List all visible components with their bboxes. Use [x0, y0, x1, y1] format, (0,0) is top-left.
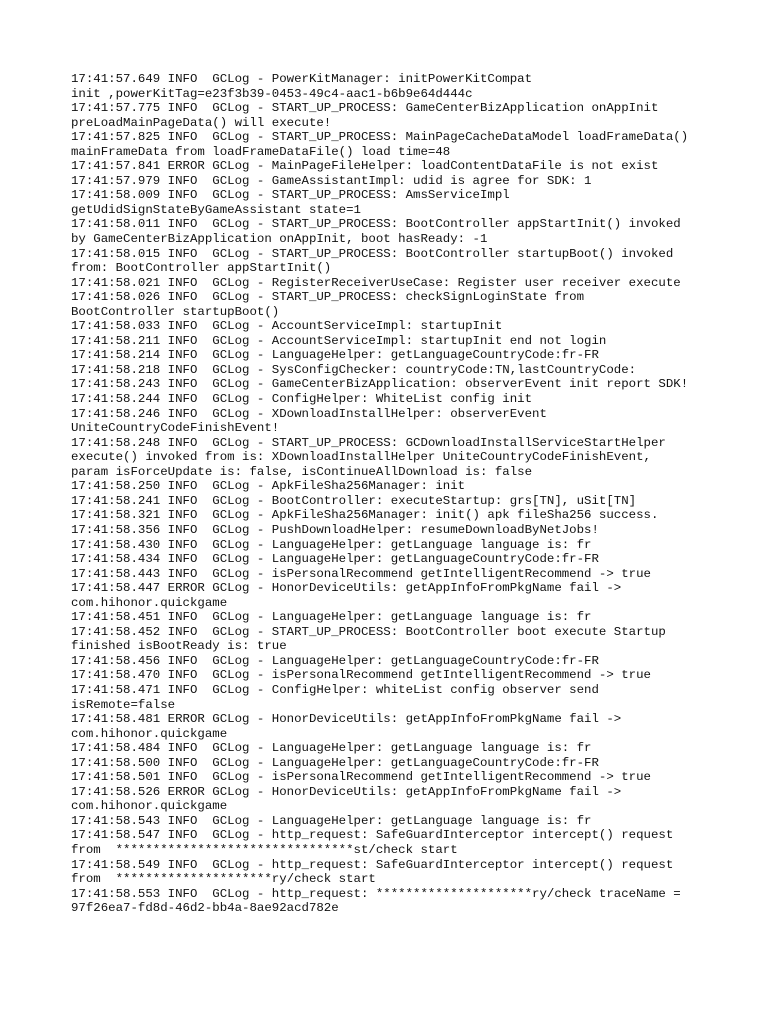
log-line: 17:41:57.979 INFO GCLog - GameAssistantImpl: udid is agree for SDK: 1 [71, 173, 592, 188]
log-line: 17:41:58.547 INFO GCLog - http_request: SafeGuardInterceptor intercept() request [71, 828, 674, 843]
log-line: 17:41:58.443 INFO GCLog - isPersonalRecommend getIntelligentRecommend -> true [71, 566, 651, 581]
log-line: 17:41:58.021 INFO GCLog - RegisterReceiverUseCase: Register user receiver execute [71, 275, 681, 290]
log-line: BootController startupBoot() [71, 304, 280, 319]
log-line: 17:41:58.218 INFO GCLog - SysConfigChecker: countryCode:TN,lastCountryCode: [71, 362, 637, 377]
log-document [71, 72, 761, 916]
log-line: 17:41:58.026 INFO GCLog - START_UP_PROCESS: checkSignLoginState from [71, 290, 585, 305]
log-line: 17:41:58.248 INFO GCLog - START_UP_PROCESS: GCDownloadInstallServiceStartHelper [71, 435, 666, 450]
log-line: 17:41:58.243 INFO GCLog - GameCenterBizApplication: observerEvent init report SDK! [71, 377, 689, 392]
log-line: 17:41:58.501 INFO GCLog - isPersonalRecommend getIntelligentRecommend -> true [71, 770, 651, 785]
log-line: 17:41:58.241 INFO GCLog - BootController: executeStartup: grs[TN], uSit[TN] [71, 493, 637, 508]
log-line: 17:41:58.009 INFO GCLog - START_UP_PROCESS: AmsServiceImpl [71, 188, 510, 203]
log-line: 97f26ea7-fd8d-46d2-bb4a-8ae92acd782e [71, 901, 339, 916]
log-line: com.hihonor.quickgame [71, 726, 228, 741]
log-line: 17:41:58.543 INFO GCLog - LanguageHelper: getLanguage language is: fr [71, 813, 592, 828]
log-line: 17:41:58.500 INFO GCLog - LanguageHelper: getLanguageCountryCode:fr-FR [71, 755, 599, 770]
log-line: 17:41:58.471 INFO GCLog - ConfigHelper: whiteList config observer send [71, 682, 599, 697]
log-line: com.hihonor.quickgame [71, 799, 228, 814]
log-line: 17:41:58.250 INFO GCLog - ApkFileSha256Manager: init [71, 479, 466, 494]
log-line: init ,powerKitTag=e23f3b39-0453-49c4-aac1-b6b9e64d444c [71, 86, 473, 101]
log-line: 17:41:58.430 INFO GCLog - LanguageHelper: getLanguage language is: fr [71, 537, 592, 552]
log-line: 17:41:58.452 INFO GCLog - START_UP_PROCESS: BootController boot execute Startup [71, 624, 666, 639]
log-line: execute() invoked from is: XDownloadInstallHelper UniteCountryCodeFinishEvent, [71, 450, 651, 465]
log-line: 17:41:58.246 INFO GCLog - XDownloadInstallHelper: observerEvent [71, 406, 547, 421]
log-line: 17:41:58.484 INFO GCLog - LanguageHelper: getLanguage language is: fr [71, 741, 592, 756]
log-line: 17:41:58.356 INFO GCLog - PushDownloadHelper: resumeDownloadByNetJobs! [71, 522, 599, 537]
log-line: 17:41:58.214 INFO GCLog - LanguageHelper: getLanguageCountryCode:fr-FR [71, 348, 599, 363]
log-line: by GameCenterBizApplication onAppInit, boot hasReady: -1 [71, 232, 488, 247]
log-line: 17:41:58.244 INFO GCLog - ConfigHelper: WhiteList config init [71, 392, 533, 407]
log-line: finished isBootReady is: true [71, 639, 287, 654]
log-line: com.hihonor.quickgame [71, 595, 228, 610]
log-line: 17:41:58.553 INFO GCLog - http_request: *********************ry/check traceName = [71, 886, 681, 901]
log-line: 17:41:58.451 INFO GCLog - LanguageHelper: getLanguage language is: fr [71, 610, 592, 625]
log-line: UniteCountryCodeFinishEvent! [71, 421, 280, 436]
log-line: 17:41:58.549 INFO GCLog - http_request: SafeGuardInterceptor intercept() request [71, 857, 674, 872]
log-line: 17:41:58.447 ERROR GCLog - HonorDeviceUtils: getAppInfoFromPkgName fail -> [71, 581, 622, 596]
log-line: 17:41:58.011 INFO GCLog - START_UP_PROCESS: BootController appStartInit() invoked [71, 217, 681, 232]
log-line: 17:41:58.321 INFO GCLog - ApkFileSha256Manager: init() apk fileSha256 success. [71, 508, 659, 523]
log-line: 17:41:58.526 ERROR GCLog - HonorDeviceUtils: getAppInfoFromPkgName fail -> [71, 784, 622, 799]
log-line: 17:41:57.825 INFO GCLog - START_UP_PROCESS: MainPageCacheDataModel loadFrameData() [71, 130, 689, 145]
log-line: param isForceUpdate is: false, isContinueAllDownload is: false [71, 464, 533, 479]
log-line: 17:41:57.841 ERROR GCLog - MainPageFileHelper: loadContentDataFile is not exist [71, 159, 659, 174]
log-line: isRemote=false [71, 697, 176, 712]
log-line: getUdidSignStateByGameAssistant state=1 [71, 202, 361, 217]
log-line: preLoadMainPageData() will execute! [71, 115, 332, 130]
log-line: 17:41:58.015 INFO GCLog - START_UP_PROCESS: BootController startupBoot() invoked [71, 246, 674, 261]
log-line: from: BootController appStartInit() [71, 261, 332, 276]
log-line: from ********************************st/check start [71, 842, 458, 857]
log-line: mainFrameData from loadFrameDataFile() load time=48 [71, 144, 451, 159]
log-line: 17:41:58.033 INFO GCLog - AccountServiceImpl: startupInit [71, 319, 503, 334]
log-line: 17:41:58.481 ERROR GCLog - HonorDeviceUtils: getAppInfoFromPkgName fail -> [71, 712, 622, 727]
log-line: 17:41:57.649 INFO GCLog - PowerKitManager: initPowerKitCompat [71, 72, 533, 86]
log-line: 17:41:58.211 INFO GCLog - AccountServiceImpl: startupInit end not login [71, 333, 607, 348]
log-line: 17:41:58.456 INFO GCLog - LanguageHelper: getLanguageCountryCode:fr-FR [71, 653, 599, 668]
log-line: 17:41:57.775 INFO GCLog - START_UP_PROCESS: GameCenterBizApplication onAppInit [71, 101, 659, 116]
log-line: 17:41:58.470 INFO GCLog - isPersonalRecommend getIntelligentRecommend -> true [71, 668, 651, 683]
log-line: 17:41:58.434 INFO GCLog - LanguageHelper: getLanguageCountryCode:fr-FR [71, 552, 599, 567]
log-line: from *********************ry/check start [71, 872, 376, 887]
